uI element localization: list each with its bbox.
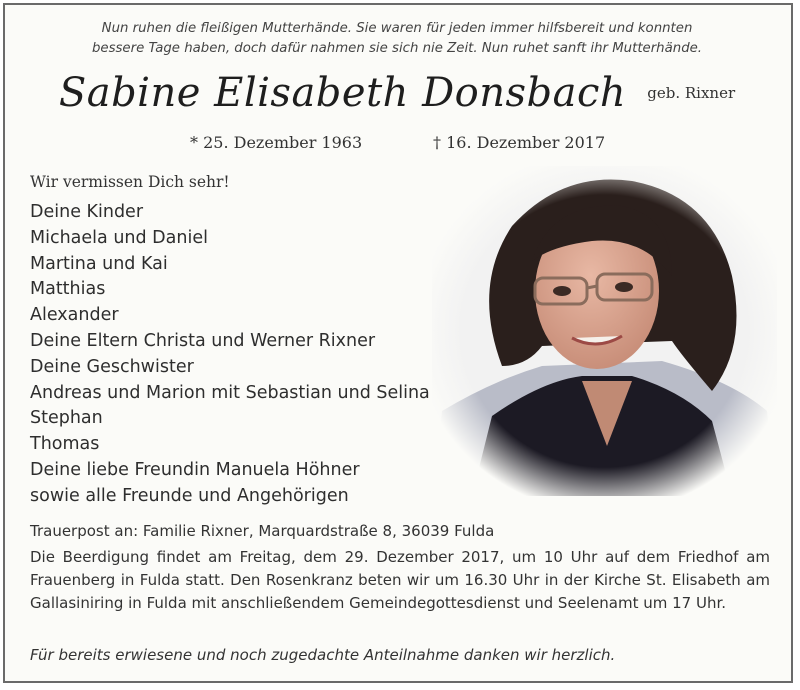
mourner-item: Deine Kinder <box>30 202 144 222</box>
missing-line: Wir vermissen Dich sehr! <box>30 173 230 191</box>
condolence-address: Trauerpost an: Familie Rixner, Marquardstraße 8, 36039 Fulda <box>30 522 495 540</box>
deceased-header <box>0 70 794 116</box>
birth-date: * 25. Dezember 1963 <box>190 133 363 152</box>
mourner-item: Michaela und Daniel <box>30 227 208 248</box>
thanks-note: Für bereits erwiesene und noch zugedachte Anteilnahme danken wir herzlich. <box>30 646 616 664</box>
mourner-item: Matthias <box>30 279 106 300</box>
mourner-item: Martina und Kai <box>30 253 168 274</box>
mourner-item: sowie alle Freunde und Angehörigen <box>30 485 349 506</box>
verse-line: Nun ruhen die fleißigen Mutterhände. Sie waren für jeden immer hilfsbereit und konnten <box>101 21 693 36</box>
mourners-list <box>30 200 430 510</box>
verse-line: bessere Tage haben, doch dafür nahmen sie sich nie Zeit. Nun ruhet sanft ihr Mutterhände. <box>91 41 703 56</box>
maiden-name: geb. Rixner <box>647 84 736 102</box>
deceased-name: Sabine Elisabeth Donsbach <box>58 70 627 116</box>
death-date: † 16. Dezember 2017 <box>433 133 606 152</box>
mourner-item: Deine liebe Freundin Manuela Höhner <box>30 459 360 480</box>
memorial-verse <box>0 19 794 59</box>
mourner-item: Deine Geschwister <box>30 356 194 377</box>
portrait-photo <box>432 166 777 496</box>
mourner-item: Andreas und Marion mit Sebastian und Selina <box>30 382 430 403</box>
mourner-item: Thomas <box>30 434 100 455</box>
funeral-details: Die Beerdigung findet am Freitag, dem 29. Dezember 2017, um 10 Uhr auf dem Friedhof am Frauenberg in Fulda statt. Den Rosenkranz beten wir um 16.30 Uhr in der Kirche St. Elisabeth am Gallasiniring in Fulda mit anschließendem Gemeindegottesdienst und Seelenamt um 17 Uhr. <box>30 548 770 612</box>
mourner-item: Alexander <box>30 305 119 326</box>
mourner-item: Deine Eltern Christa und Werner Rixner <box>30 330 376 351</box>
mourner-item: Stephan <box>30 408 103 429</box>
